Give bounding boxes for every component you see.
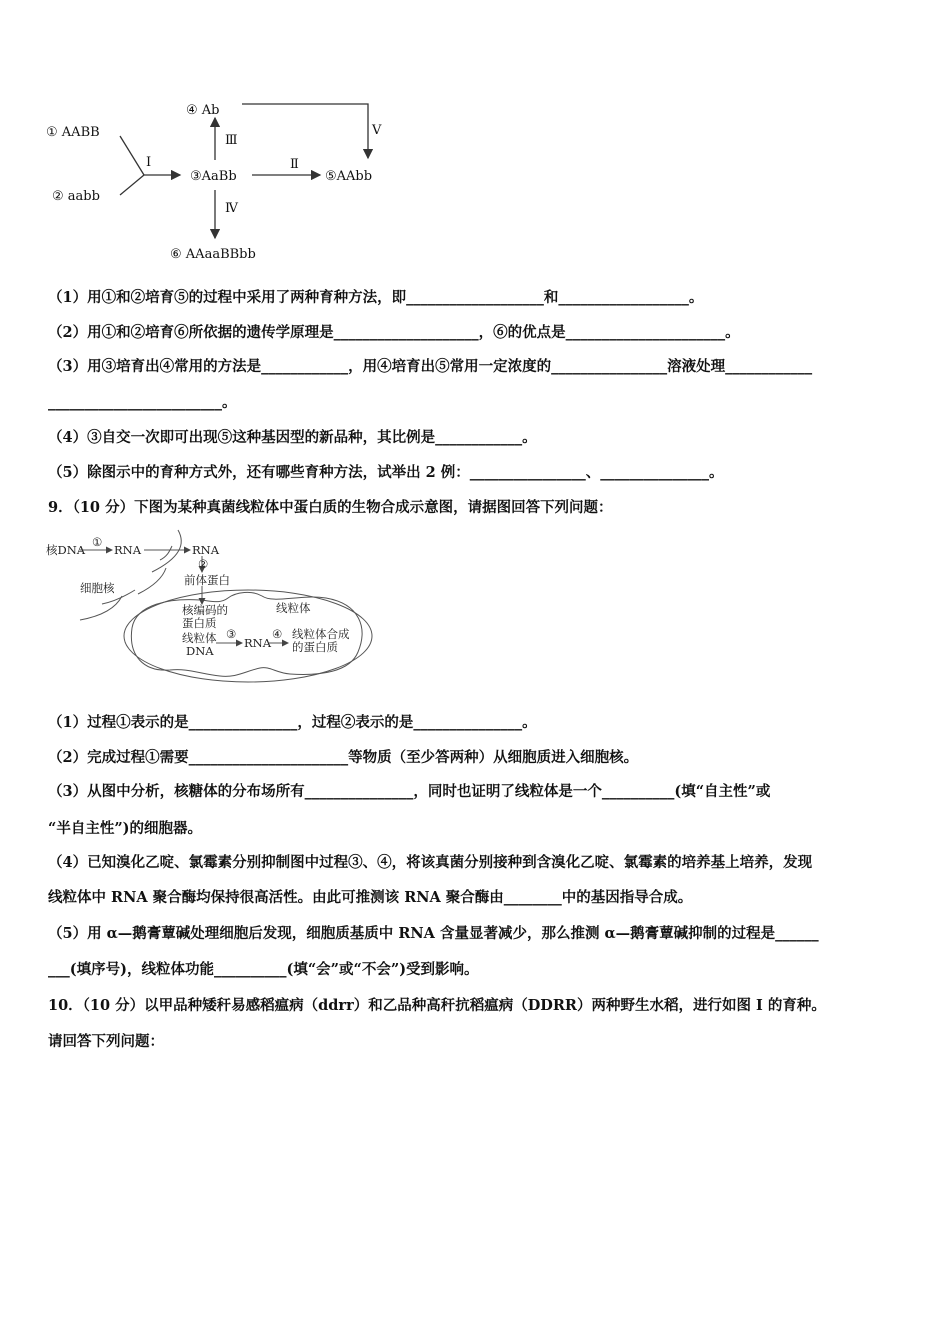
nucleus-envelope-3 (160, 546, 172, 560)
q9-4-cont: 线粒体中 RNA 聚合酶均保持很高活性。由此可推测该 RNA 聚合酶由________中的基因指导合成。 (48, 889, 693, 906)
node-6: ⑥ AAaaBBbb (170, 247, 256, 262)
q8-3-cont: ________________________。 (48, 394, 237, 411)
step-iv: Ⅳ (225, 201, 238, 216)
q9-3: （3）从图中分析，核糖体的分布场所有_______________，同时也证明了线粒体是一个__________(填“自主性”或 (48, 783, 771, 800)
rna-label-1: RNA (114, 543, 142, 557)
q9-title: 9．（10 分）下图为某种真菌线粒体中蛋白质的生物合成示意图，请据图回答下列问题： (48, 499, 613, 516)
q10-prompt: 请回答下列问题： (48, 1033, 164, 1050)
step-2-label: ② (198, 557, 209, 571)
step-iii: Ⅲ (225, 133, 238, 148)
q9-2: （2）完成过程①需要______________________等物质（至少答两种）从细胞质进入细胞核。 (48, 749, 639, 766)
step-3-label: ③ (226, 627, 237, 641)
node-3: ③AaBb (190, 169, 237, 184)
mitochondrion-label: 线粒体 (276, 601, 311, 615)
mt-protein-label-1: 线粒体合成 (292, 627, 350, 641)
nuclear-dna-label: 核DNA (46, 543, 86, 557)
q9-4: （4）已知溴化乙啶、氯霉素分别抑制图中过程③、④，将该真菌分别接种到含溴化乙啶、氯霉素的培养基上培养，发现 (48, 854, 813, 871)
q10-title: 10．（10 分）以甲品种矮秆易感稻瘟病（ddrr）和乙品种高秆抗稻瘟病（DDRR）两种野生水稻，进行如图 I 的育种。 (48, 997, 826, 1014)
step-v: Ⅴ (372, 123, 382, 138)
q9-5-cont: ___(填序号)，线粒体功能__________(填“会”或“不会”)受到影响。 (48, 961, 479, 978)
cross-line-2 (120, 175, 144, 195)
rna-label-3: RNA (244, 636, 272, 650)
nuclear-encoded-label-2: 蛋白质 (182, 616, 217, 630)
step-ii: Ⅱ (290, 157, 299, 172)
mt-dna-label-2: DNA (186, 644, 214, 658)
q8-4: （4）③自交一次即可出现⑤这种基因型的新品种，其比例是____________。 (48, 429, 537, 446)
q8-2: （2）用①和②培育⑥所依据的遗传学原理是____________________，⑥的优点是______________________。 (48, 324, 740, 341)
node-1: ① AABB (46, 125, 100, 140)
step-1-label: ① (92, 535, 103, 549)
precursor-label: 前体蛋白 (184, 573, 230, 587)
rna-label-2: RNA (192, 543, 220, 557)
node-2: ② aabb (52, 189, 100, 204)
step-i: Ⅰ (146, 155, 152, 170)
q9-1: （1）过程①表示的是_______________，过程②表示的是_______________。 (48, 714, 537, 731)
mt-protein-label-2: 的蛋白质 (292, 640, 338, 654)
node-4: ④ Ab (186, 103, 220, 118)
step-4-label: ④ (272, 627, 283, 641)
q8-3: （3）用③培育出④常用的方法是____________，用④培育出⑤常用一定浓度的________________溶液处理____________ (48, 358, 813, 375)
breeding-diagram (40, 92, 420, 270)
q8-1: （1）用①和②培育⑤的过程中采用了两种育种方法，即___________________和__________________。 (48, 289, 704, 306)
mt-dna-label-1: 线粒体 (182, 631, 217, 645)
q9-3-cont: “半自主性”)的细胞器。 (48, 820, 203, 837)
q9-5: （5）用 α—鹅膏蕈碱处理细胞后发现，细胞质基质中 RNA 含量显著减少，那么推测 α—鹅膏蕈碱抑制的过程是______ (48, 925, 819, 942)
nuclear-encoded-label-1: 核编码的 (182, 603, 228, 617)
nucleus-label: 细胞核 (80, 581, 115, 595)
arrow-v (242, 104, 368, 158)
node-5: ⑤AAbb (325, 169, 373, 184)
q8-5: （5）除图示中的育种方式外，还有哪些育种方法，试举出 2 例：________________、_______________。 (48, 464, 724, 481)
nucleus-envelope-1 (152, 530, 181, 572)
mitochondria-diagram (40, 528, 380, 688)
cross-line-1 (120, 136, 144, 175)
